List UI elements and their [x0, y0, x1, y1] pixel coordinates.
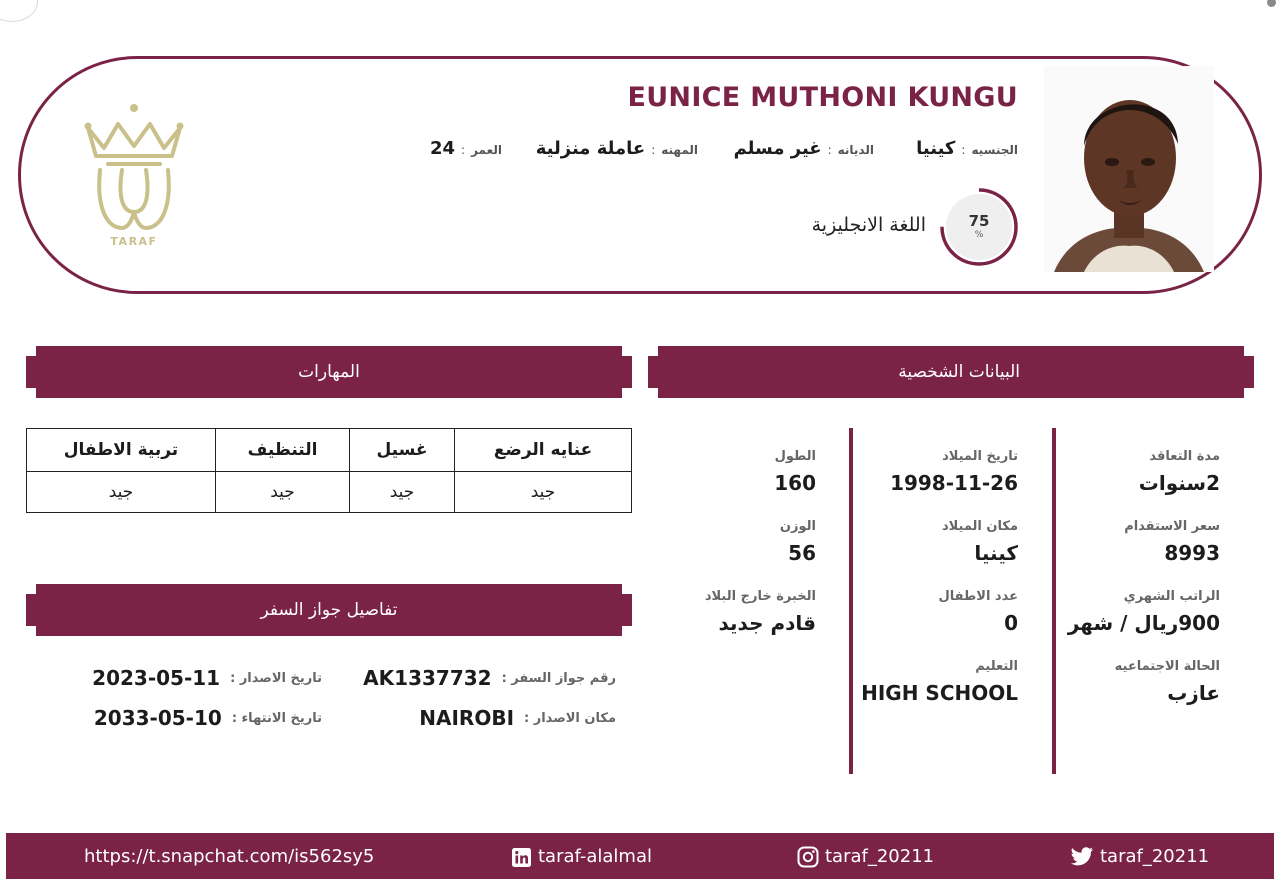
language-score-unit: % [974, 230, 984, 240]
section-title: المهارات [298, 362, 360, 382]
field-label: الراتب الشهري [1123, 589, 1220, 604]
personal-data-column-2 [818, 428, 1018, 721]
skill-header: عنايه الرضع [455, 429, 632, 472]
passport-number: AK1337732 [363, 666, 492, 690]
info-value: غير مسلم [733, 138, 822, 159]
personal-data-column-1 [1020, 428, 1220, 721]
field-value: 56 [788, 541, 816, 565]
field-value: 1998-11-26 [890, 471, 1018, 495]
info-label: العمر [471, 143, 502, 157]
skill-level: جيد [216, 472, 350, 513]
field-label: رقم جواز السفر : [501, 670, 616, 686]
info-age [430, 138, 502, 164]
section-title: تفاصيل جواز السفر [260, 600, 398, 620]
field-value: قادم جديد [718, 611, 816, 635]
skills-banner [26, 346, 632, 398]
field-label: سعر الاستقدام [1124, 519, 1220, 534]
field-label: مكان الاصدار : [524, 710, 616, 726]
instagram-handle[interactable]: taraf_20211 [825, 846, 935, 867]
field-value: 2سنوات [1138, 471, 1220, 495]
passport-expiry-date: 2033-05-10 [93, 706, 222, 730]
info-separator: : [651, 143, 656, 157]
passport-issue-place: NAIROBI [419, 706, 515, 730]
info-profession [536, 138, 698, 164]
table-header-row [27, 429, 632, 472]
info-label: المهنه [661, 143, 698, 157]
candidate-name: EUNICE MUTHONI KUNGU [627, 82, 1018, 113]
info-value: كينيا [916, 138, 956, 159]
field-label: الخبرة خارج البلاد [704, 589, 816, 604]
field-value: 0 [1004, 611, 1018, 635]
field-value: 8993 [1164, 541, 1220, 565]
personal-data-column-3 [616, 428, 816, 651]
passport-column-2 [82, 662, 322, 734]
field-label: مكان الميلاد [941, 519, 1018, 534]
skill-level: جيد [350, 472, 455, 513]
decorative-circle [0, 0, 38, 22]
field-value: كينيا [974, 541, 1018, 565]
info-label: الديانه [837, 143, 874, 157]
info-separator: : [461, 143, 466, 157]
twitter-link[interactable] [1070, 843, 1209, 871]
field-label: عدد الاطفال [938, 589, 1018, 604]
skill-header: تربية الاطفال [27, 429, 216, 472]
taraf-logo [78, 100, 190, 252]
linkedin-handle[interactable]: taraf-alalmal [538, 846, 652, 867]
info-nationality [916, 138, 1018, 164]
table-row [27, 472, 632, 513]
logo-text: TARAF [110, 235, 158, 248]
field-label: الوزن [779, 519, 816, 534]
field-label: الحالة الاجتماعيه [1114, 659, 1220, 674]
field-label: مدة التعاقد [1149, 449, 1220, 464]
skills-table [26, 428, 632, 513]
info-value: 24 [429, 138, 456, 159]
linkedin-link[interactable] [511, 843, 652, 871]
profile-photo [1044, 66, 1214, 272]
column-divider [1052, 428, 1056, 774]
snapchat-link[interactable] [84, 843, 374, 871]
twitter-handle[interactable]: taraf_20211 [1100, 846, 1210, 867]
passport-issue-place-row [316, 702, 616, 734]
passport-banner [26, 584, 632, 636]
field-label: تاريخ الاصدار : [230, 670, 322, 686]
twitter-icon [1070, 847, 1094, 867]
passport-column-1 [316, 662, 616, 734]
column-divider [849, 428, 853, 774]
skill-level: جيد [455, 472, 632, 513]
scroll-indicator[interactable] [1267, 0, 1276, 7]
instagram-link[interactable] [797, 843, 934, 871]
instagram-icon [797, 846, 819, 868]
skill-header: غسيل [350, 429, 455, 472]
skill-header: التنظيف [216, 429, 350, 472]
info-value: عاملة منزلية [535, 138, 646, 159]
field-label: الطول [774, 449, 816, 464]
snapchat-url[interactable]: https://t.snapchat.com/is562sy5 [84, 846, 375, 867]
passport-issue-date: 2023-05-11 [92, 666, 221, 690]
field-label: تاريخ الميلاد [942, 449, 1018, 464]
personal-data-banner [648, 346, 1254, 398]
linkedin-icon [511, 847, 532, 868]
field-value: عازب [1167, 681, 1220, 705]
info-religion [734, 138, 874, 164]
field-value: 900ريال / شهر [1067, 611, 1220, 635]
passport-number-row [316, 662, 616, 694]
info-label: الجنسيه [971, 143, 1018, 157]
field-value: HIGH SCHOOL [861, 681, 1018, 705]
skill-level: جيد [27, 472, 216, 513]
field-value: 160 [774, 471, 816, 495]
field-label: تاريخ الانتهاء : [231, 710, 322, 726]
passport-expiry-row [82, 702, 322, 734]
language-score: 75 [968, 212, 990, 230]
info-separator: : [827, 143, 832, 157]
info-separator: : [961, 143, 966, 157]
field-label: التعليم [975, 659, 1018, 674]
passport-issue-date-row [82, 662, 322, 694]
section-title: البيانات الشخصية [898, 362, 1020, 382]
language-label: اللغة الانجليزية [811, 214, 926, 236]
